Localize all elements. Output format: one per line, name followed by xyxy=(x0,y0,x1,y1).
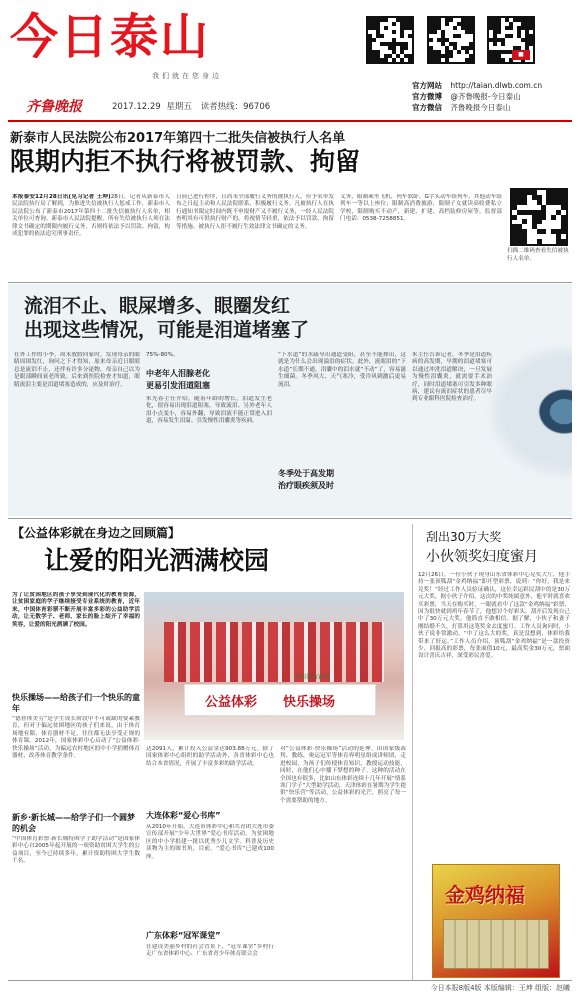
qr-module xyxy=(408,26,412,30)
paper-name: 齐鲁晚报 xyxy=(26,99,82,115)
qr-module xyxy=(408,58,412,62)
qr-module xyxy=(400,34,404,38)
welfare-rightcol: 对“公益体彩·快乐操场”活动的延伸。由国家级裁判、教练、奥运冠军等体育界明星组成讲师团，走进校园，为孩子们传授体育知识，教授运动技能，同时，在他们心中播下梦想的种子。这种的活动在全国也有很多，比如山东体彩连续十几年开展“情系寒门学子”大型助学活动，天津体彩在暑期为学生提供“快乐营”等活动，公益体彩的光芒，照亮了每一个需要帮助的地方。 xyxy=(280,746,406,804)
qr-module xyxy=(522,219,527,224)
qr-module xyxy=(509,34,513,38)
qr-module xyxy=(449,54,453,58)
welfare-sub4: 广东体彩“冠军课堂” xyxy=(146,931,221,940)
eye-title-line1: 流泪不止、眼屎增多、眼圈发红 xyxy=(24,295,291,317)
qr-module xyxy=(529,42,533,46)
welfare-photo xyxy=(144,592,404,740)
qr-module xyxy=(512,215,517,220)
welfare-body3: 从2010年开始，大连市体彩中心和共青团大连市委宣传部开展“少年大世界”爱心书库活动，为贫困地区的中小学捐建一批以优秀少儿文学、科普及历史读物为主的图书角，目前，“爱心书库”已建成100座。 xyxy=(146,824,274,860)
eye-column-3: “下水道”的水疏导出通道受阻，甚至不能排出，这就是为什么会出现溢泪的症状。此外，流眼泪的“下水道”长期不通，泪囊中的泪水就“不动”了，容易滋生细菌。冬季风大、天气寒冷，受冷风刺激后更易流泪。 冬季处于高发期 治疗眼疾须及时 xyxy=(278,352,406,490)
qr-module xyxy=(380,34,384,38)
eye-divider xyxy=(8,518,572,519)
qr-module xyxy=(561,229,566,234)
lead-column-1: 本报泰安12月28日讯(见习记者 王坤)28日，记者从新泰市人民法院执行局了解到，为推进失信被执行人惩戒工作，新泰市人民法院公布了新泰市2017年第四十二批失信被执行人名单，相关单位可查询。新泰市人民法院提醒，所有失信被执行人须在法律文书确定的期限内履行义务，否则将依法予以罚款、拘留，构成犯罪的依法追究刑事责任。 xyxy=(12,194,170,238)
eye-subhead-2: 更易引发泪道阻塞 xyxy=(146,381,210,390)
qr-module xyxy=(408,34,412,38)
ticket-title: 金鸡纳福 xyxy=(445,883,525,907)
qr-module xyxy=(453,26,457,30)
qr-caption: 扫描二维码查看失信被执行人名单。 xyxy=(507,248,569,262)
masthead-divider xyxy=(8,120,572,122)
qr-module xyxy=(445,58,449,62)
qr-module xyxy=(429,38,433,42)
welfare-midcol: 达2091人，累计投入公益金达903.88万元。除了国家体彩中心组织的助学活动外，各省体彩中心也结合本省情况，开展了丰富多彩的助学活动。 xyxy=(146,746,274,767)
ticket-scratch-area xyxy=(443,919,549,969)
eye-subhead-3: 冬季处于高发期 xyxy=(278,469,334,478)
qr-module xyxy=(372,38,376,42)
photo-banner: 公益体彩 快乐操场 xyxy=(184,684,376,716)
qr-module xyxy=(529,26,533,30)
qr-module xyxy=(400,58,404,62)
eye-subhead-4: 治疗眼疾须及时 xyxy=(278,481,334,490)
eye-subhead-1: 中老年人泪腺老化 xyxy=(146,369,210,378)
link-wechat[interactable]: 官方微信 齐鲁晚报今日泰山 xyxy=(412,103,511,112)
links-block xyxy=(412,80,572,113)
lottery-ticket-image xyxy=(432,864,560,978)
photo-children-group xyxy=(164,622,384,682)
qr-module xyxy=(433,30,437,34)
qr-module xyxy=(392,22,396,26)
welfare-intro: 为了让贫困地区的孩子享受到现代化的教育资源，让贫困家庭的学子继续接受专业系统的教育，近年来，中国体育彩票不断开展丰富多彩的公益助学活动，让无数学子、老师、家长的脸上绽开了幸福的笑容，让爱的阳光洒满了校园。 xyxy=(12,592,140,628)
qr-module xyxy=(497,30,501,34)
logo-text: 今日泰山 xyxy=(10,9,211,65)
lottery-headline-1: 刮出30万大奖 xyxy=(426,530,502,544)
qr-module xyxy=(437,58,441,62)
qr-module xyxy=(493,42,497,46)
issue-weekday: 星期五 xyxy=(166,102,192,112)
welfare-body2: “中国体育彩票·新长城特困学子助学活动”是国家体彩中心自2005年起开展的一项资助贫困大学生的公益项目，至今已持续多年，累计资助特困大学生数千名。 xyxy=(12,836,140,865)
reader-hotline: 读者热线：96706 xyxy=(200,102,271,112)
brand-badge-icon: ■ xyxy=(512,50,530,60)
link-weibo[interactable]: 官方微博 @齐鲁晚报-今日泰山 xyxy=(412,92,521,101)
lottery-divider xyxy=(412,524,413,980)
lottery-headline-2: 小伙领奖妇度蜜月 xyxy=(426,549,538,565)
issue-date: 2017.12.29 xyxy=(112,102,161,112)
qr-module xyxy=(384,26,388,30)
welfare-series: 【公益体彩就在身边之回顾篇】 xyxy=(12,526,181,540)
footer-divider xyxy=(8,980,572,981)
lead-divider xyxy=(8,282,572,283)
qr-module xyxy=(561,205,566,210)
qr-module xyxy=(522,200,527,205)
qr-module xyxy=(469,58,473,62)
qr-module xyxy=(449,18,453,22)
qr-module xyxy=(561,239,566,244)
eye-column-1: 在外工作的小李，周末放假回家时，发现母亲的眼睛周围发红，询问之下才得知，原来母亲近日眼睛总是流泪不止，还伴有许多分泌物，母亲自己以为是眼部瞬间衰老所致。后来到医院检查才知道，眼睛流泪主要是泪道堵塞造成的，应及时治疗。 xyxy=(14,352,140,388)
qr-module xyxy=(501,42,505,46)
qr-code-website[interactable] xyxy=(366,16,414,64)
footer-text: 今日本报8版4版 本版编辑：王坤 组版：赵曦 xyxy=(430,984,570,992)
qr-code-defaulter-list[interactable] xyxy=(510,188,568,246)
qr-module xyxy=(551,215,556,220)
qr-module xyxy=(469,30,473,34)
welfare-sub1: 快乐操场——给孩子们一个快乐的童年 xyxy=(12,693,140,713)
welfare-sub2: 新乡·新长城——给学子们一个圆梦的机会 xyxy=(12,813,136,833)
welfare-headline: 让爱的阳光洒满校园 xyxy=(44,546,270,575)
lead-column-3: 义务，限制乘坐飞机、列车软卧、G字头动车组列车，其他动车组列车一等以上座位；限制高消费旅游，限制子女就读高收费私立学校，限制购买不动产，新建、扩建、高档装修房屋等。监督部门电话：0538-7258851。 xyxy=(340,194,502,223)
qr-module xyxy=(384,18,388,22)
eye-column-4: 朱主任告诉记者，冬季是泪道疾病的高发期，早期的泪道堵塞可以通过冲洗泪道解决，一旦发展为慢性泪囊炎，就需要手术治疗，同时泪道堵塞可引发多种眼病，建议有流泪症状的患者尽早到专业眼科医院检查治疗。 xyxy=(412,352,492,403)
eye-title-line2: 出现这些情况，可能是泪道堵塞了 xyxy=(24,319,310,341)
qr-module xyxy=(457,50,461,54)
slogan: 我们就在您身边 xyxy=(152,72,222,80)
lead-headline: 限期内拒不执行将被罚款、拘留 xyxy=(10,147,361,176)
lead-kicker: 新泰市人民法院公布2017年第四十二批失信被执行人名单 xyxy=(10,131,346,146)
qr-module xyxy=(445,22,449,26)
qr-module xyxy=(522,239,527,244)
photo-logo-text: 中国体育彩票 xyxy=(294,674,331,681)
welfare-body1: “德智体美劳”是学生成长阶段中不可或缺的要素教育，但对于偏远贫困地区的孩子们来说，由于体育场地有限、体育器材不足，往往都无法享受正规的体育课。2012年，国家体彩中心启动了“公益体彩·快乐操场”活动，为偏远农村地区的中小学捐赠体育器材，改善体育教学条件。 xyxy=(12,716,140,760)
qr-module xyxy=(469,46,473,50)
qr-module xyxy=(541,229,546,234)
qr-module xyxy=(404,46,408,50)
qr-code-weibo[interactable] xyxy=(427,16,475,64)
masthead-logo xyxy=(10,8,211,68)
qr-module xyxy=(509,26,513,30)
qr-module xyxy=(541,215,546,220)
eye-column-2: 75%-80%。 中老年人泪腺老化 更易引发泪道阻塞 朱光春主任介绍，随着年龄的增长，泪道发生老化，很容易出现泪道阻塞，导致流泪。另外老年人泪小点变小，容易外翻，导致泪液不能正常进入泪道，容易发生泪溢。引发慢性泪囊炎等疾病。 xyxy=(146,352,272,425)
issue-info xyxy=(112,100,270,112)
qr-module xyxy=(501,58,505,62)
qr-module xyxy=(392,58,396,62)
qr-module xyxy=(537,219,542,224)
welfare-body4: 在建设美丽乡村的社会背景下，“冠军课堂”乡村行走广东省体彩中心、广东省青少年体育联合会 xyxy=(146,944,274,958)
qr-module xyxy=(457,34,461,38)
welfare-sub3: 大连体彩“爱心书库” xyxy=(146,811,221,820)
qr-module xyxy=(392,30,396,34)
lottery-body: 12月26日，一位小伙子现身山东省体彩中心兑奖大厅，他手持一张顶呱刮“金鸡纳福”即开型彩票，说到：“你好，我是来兑奖！”经过工作人员验证确认，这位幸运彩民刮中的是30万元大奖。据小伙子介绍，这次的中奖纯属意外，他平时就喜欢买彩票，当天在购买时，一眼就看中了这款“金鸡纳福”彩票，因为很快就到鸡年春节了，他想讨个好彩头。刮开后发现自己中了30万元大奖，他简直不敢相信。据了解，小伙子和妻子刚结婚不久，打算用这笔奖金去度蜜月。工作人员询问时，小伙子说非常激动，“中了这么大的奖，真是没想到，体彩给我带来了好运。”工作人员介绍，顶呱刮“金鸡纳福”是一款投资少、回报高的彩票，每张面值10元，最高奖金30万元，票面设计喜庆吉祥，深受彩民喜爱。 xyxy=(418,572,570,660)
link-website[interactable]: 官方网站 http://taian.dlwb.com.cn xyxy=(412,81,543,90)
qr-module xyxy=(537,239,542,244)
qr-module xyxy=(384,58,388,62)
lead-column-2: 日前已进行程序，且尚未全部履行义务的被执行人，应予名单发布之日起主动和人民法院联系，积极履行义务。凡被执行人在执行通知书限定时间内既不申报财产又不履行义务，一经人民法院查明其有可供执行财产的，将视情节轻重，依法予以罚款、拘留等措施。被执行人拒不履行生效法律文书确定的义务。 xyxy=(176,194,334,230)
